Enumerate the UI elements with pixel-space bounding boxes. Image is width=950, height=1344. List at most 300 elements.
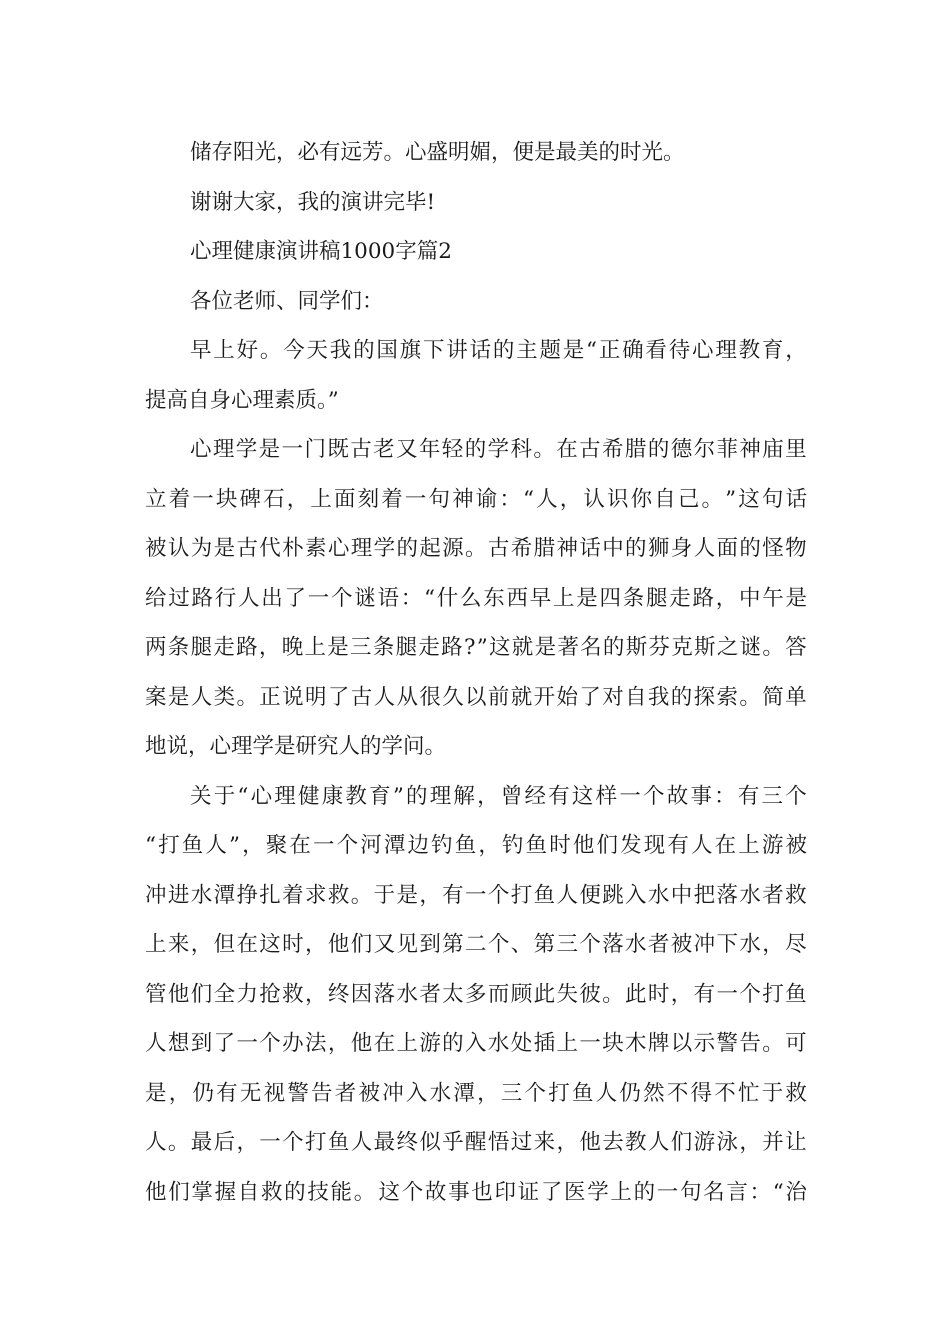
paragraph-psychology — [145, 425, 807, 772]
glyph: 救 — [785, 1080, 807, 1106]
glyph: 彼 — [579, 981, 601, 1007]
glyph: 插 — [533, 1031, 556, 1056]
glyph: 话 — [469, 338, 492, 363]
glyph: ： — [400, 585, 423, 611]
paragraph-story — [145, 772, 807, 1218]
glyph: 狮 — [647, 536, 670, 561]
glyph: 第 — [533, 932, 556, 957]
glyph: 谕 — [475, 486, 498, 512]
glyph: 于 — [373, 882, 396, 908]
glyph: 时 — [549, 833, 571, 858]
glyph: 乎 — [442, 1130, 464, 1155]
glyph: 人 — [595, 1080, 618, 1106]
glyph: 条 — [372, 635, 395, 660]
glyph: 求 — [305, 882, 327, 908]
glyph: 一 — [656, 1179, 679, 1205]
glyph: 这 — [738, 486, 760, 512]
glyph: 管 — [145, 981, 167, 1007]
glyph: 们 — [670, 1130, 693, 1155]
glyph: 仍 — [619, 1080, 641, 1106]
glyph: 言 — [726, 1179, 748, 1205]
glyph: 在 — [289, 833, 311, 858]
paragraph-line — [145, 524, 807, 574]
glyph: 三 — [500, 1080, 523, 1106]
paragraph-line — [145, 1118, 807, 1168]
glyph: 过 — [510, 1130, 533, 1155]
glyph: 因 — [350, 981, 373, 1007]
glyph: 警 — [716, 1031, 738, 1056]
glyph: ， — [305, 981, 327, 1007]
glyph: 们 — [190, 981, 213, 1007]
glyph: 把 — [693, 882, 716, 908]
glyph: 于 — [761, 1080, 784, 1106]
glyph: 个 — [524, 1080, 547, 1106]
glyph: 在 — [236, 932, 258, 957]
glyph: 德 — [670, 437, 693, 462]
glyph: 下 — [716, 932, 738, 957]
glyph: 握 — [214, 1179, 237, 1205]
glyph: ， — [258, 635, 281, 660]
glyph: ， — [190, 932, 213, 957]
glyph: 这 — [378, 1179, 401, 1205]
glyph: ， — [785, 338, 807, 363]
glyph: 克 — [671, 635, 693, 660]
glyph: 泳 — [716, 1130, 738, 1155]
glyph: 有 — [548, 783, 570, 809]
glyph: 三 — [761, 783, 784, 809]
glyph: 斯 — [625, 635, 648, 660]
glyph: 主 — [516, 338, 538, 363]
glyph: 水 — [739, 932, 761, 957]
glyph: 给 — [145, 585, 167, 611]
glyph: 一 — [259, 1130, 281, 1155]
glyph: 中 — [670, 882, 693, 908]
glyph: 视 — [263, 1080, 286, 1106]
glyph: 力 — [236, 981, 258, 1007]
glyph: 走 — [213, 635, 235, 660]
glyph: 到 — [190, 1031, 213, 1056]
glyph: 学 — [373, 536, 396, 561]
glyph: 两 — [145, 635, 167, 660]
glyph: 技 — [307, 1179, 329, 1205]
glyph: 石 — [263, 486, 285, 512]
glyph: 自 — [625, 684, 647, 710]
glyph: 理 — [350, 536, 373, 561]
glyph: 教 — [625, 1130, 647, 1155]
glyph: 他 — [579, 1130, 601, 1155]
glyph: 始 — [556, 684, 578, 710]
glyph: 去 — [602, 1130, 624, 1155]
paragraph-line — [145, 1168, 807, 1218]
glyph: 救 — [785, 882, 807, 908]
glyph: 碑 — [239, 486, 262, 512]
glyph: 事 — [690, 783, 712, 809]
glyph: 鱼 — [327, 1130, 350, 1155]
paragraph-line — [145, 475, 807, 525]
glyph: 能 — [330, 1179, 353, 1205]
glyph: 现 — [643, 833, 666, 858]
glyph: 中 — [602, 536, 624, 561]
paragraph-line — [145, 673, 807, 723]
glyph: 古 — [236, 536, 258, 561]
glyph: ， — [739, 1130, 761, 1155]
glyph: 不 — [666, 1080, 689, 1106]
glyph: 的 — [396, 536, 418, 561]
glyph: 朴 — [282, 536, 304, 561]
glyph: 时 — [282, 932, 304, 957]
glyph: 面 — [334, 486, 356, 512]
glyph: 跳 — [602, 882, 624, 908]
glyph: 行 — [214, 585, 237, 611]
glyph: 掌 — [191, 1179, 213, 1205]
glyph: 个 — [259, 1031, 281, 1056]
glyph: 失 — [556, 981, 578, 1007]
glyph: 医 — [564, 1179, 586, 1205]
glyph: 经 — [524, 783, 547, 809]
glyph: 冲 — [693, 932, 716, 957]
glyph: 游 — [693, 1130, 716, 1155]
glyph: 尔 — [693, 437, 716, 462]
glyph: 一 — [404, 486, 427, 512]
glyph: ， — [762, 932, 784, 957]
glyph: 落 — [716, 882, 738, 908]
glyph: 太 — [442, 981, 464, 1007]
glyph: 这 — [259, 932, 281, 957]
glyph: 。 — [533, 437, 555, 462]
paragraph-line — [145, 623, 807, 673]
glyph: 冲 — [145, 882, 167, 908]
glyph: 了 — [327, 684, 350, 710]
glyph: 科 — [510, 437, 532, 462]
glyph: ， — [327, 1031, 350, 1056]
glyph: 神 — [452, 486, 474, 512]
glyph: ， — [236, 1130, 258, 1155]
glyph: 牌 — [647, 1031, 670, 1056]
glyph: 物 — [785, 536, 807, 561]
glyph: 人 — [350, 1130, 373, 1155]
glyph: 话 — [785, 486, 807, 512]
glyph: 鱼 — [181, 833, 204, 858]
glyph: 无 — [239, 1080, 262, 1106]
glyph: 得 — [690, 1080, 713, 1106]
glyph: 终 — [396, 1130, 418, 1155]
glyph: 我 — [329, 338, 352, 363]
glyph: 、 — [510, 932, 533, 957]
glyph: 。 — [236, 684, 258, 710]
glyph: 素 — [305, 536, 327, 561]
glyph: 了 — [213, 1031, 236, 1056]
glyph: “ — [424, 585, 435, 611]
glyph: 人 — [205, 833, 227, 858]
glyph: 门 — [304, 437, 326, 462]
glyph: 水 — [396, 981, 418, 1007]
glyph: 被 — [358, 1080, 380, 1106]
glyph: 上 — [396, 1031, 418, 1056]
glyph: 腊 — [624, 437, 647, 462]
glyph: 告 — [311, 1080, 333, 1106]
glyph: 理 — [212, 437, 235, 462]
glyph: 以 — [670, 1031, 693, 1056]
glyph: 立 — [145, 486, 167, 512]
paragraph-greeting — [145, 326, 807, 425]
glyph: 过 — [168, 585, 190, 611]
glyph: 潭 — [453, 1080, 475, 1106]
glyph: 抢 — [259, 981, 281, 1007]
glyph: 扎 — [259, 882, 281, 908]
glyph: 也 — [471, 1179, 493, 1205]
glyph: 神 — [556, 536, 578, 561]
glyph: 的 — [670, 684, 693, 710]
glyph: 被 — [145, 536, 167, 561]
glyph: 话 — [579, 536, 601, 561]
glyph: 落 — [602, 932, 624, 957]
glyph: 久 — [442, 684, 464, 710]
glyph: 一 — [312, 833, 335, 858]
document-body — [145, 128, 807, 1217]
glyph: 识 — [606, 486, 629, 512]
glyph: 钓 — [501, 833, 524, 858]
glyph: 他 — [145, 1179, 167, 1205]
thanks-line: 谢谢大家，我的演讲完毕! — [190, 189, 436, 215]
glyph: 。 — [350, 882, 373, 908]
glyph: 着 — [282, 882, 304, 908]
glyph: 办 — [282, 1031, 304, 1056]
glyph: 古 — [350, 684, 373, 710]
glyph: 上 — [552, 585, 575, 611]
glyph: 钓 — [431, 833, 453, 858]
glyph: ， — [477, 783, 499, 809]
glyph: 希 — [602, 437, 624, 462]
glyph: 好 — [236, 338, 259, 363]
glyph: 者 — [647, 932, 670, 957]
glyph: 水 — [739, 882, 761, 908]
glyph: 是 — [562, 338, 585, 363]
glyph: 是 — [396, 882, 418, 908]
glyph: 名 — [703, 1179, 725, 1205]
glyph: 悟 — [487, 1130, 510, 1155]
glyph: 的 — [464, 437, 487, 462]
glyph: 理 — [429, 783, 452, 809]
glyph: 菲 — [716, 437, 738, 462]
glyph: 个 — [643, 783, 665, 809]
salutation: 各位老师、同学们： — [190, 288, 384, 314]
glyph: 句 — [428, 486, 451, 512]
glyph: 。 — [701, 486, 723, 512]
glyph: 又 — [373, 932, 396, 957]
glyph: 句 — [679, 1179, 702, 1205]
glyph: 们 — [596, 833, 618, 858]
glyph: ， — [419, 882, 441, 908]
glyph: 起 — [419, 536, 441, 561]
glyph: 有 — [442, 882, 464, 908]
glyph: 说 — [282, 684, 304, 710]
glyph: 腿 — [190, 635, 213, 660]
glyph: 待 — [668, 338, 691, 363]
glyph: 人 — [690, 833, 713, 858]
glyph: 句 — [761, 486, 784, 512]
glyph: 法 — [305, 1031, 327, 1056]
glyph: 潭 — [383, 833, 406, 858]
glyph: 而 — [487, 981, 510, 1007]
glyph: 开 — [533, 684, 556, 710]
glyph: ， — [715, 585, 738, 611]
glyph: 想 — [167, 1031, 190, 1056]
glyph: 有 — [216, 1080, 238, 1106]
glyph: 旗 — [399, 338, 422, 363]
glyph: 救 — [282, 981, 304, 1007]
glyph: 什 — [436, 585, 459, 611]
glyph: 者 — [419, 981, 441, 1007]
glyph: ” — [392, 783, 404, 809]
glyph: 上 — [145, 932, 167, 957]
glyph: ， — [478, 833, 500, 858]
glyph: 讲 — [446, 338, 468, 363]
glyph: 一 — [465, 882, 487, 908]
glyph: 午 — [762, 585, 784, 611]
glyph: 谜 — [739, 635, 762, 660]
glyph: 于 — [213, 783, 236, 809]
glyph: 便 — [579, 882, 601, 908]
glyph: 走 — [418, 635, 440, 660]
glyph: ” — [228, 833, 240, 858]
glyph: 们 — [168, 1179, 190, 1205]
closing-sentence: 储存阳光，必有远芳。心盛明媚，便是最美的时光。 — [190, 140, 685, 165]
glyph: 是 — [785, 585, 807, 611]
glyph: 庙 — [762, 437, 784, 462]
glyph: 示 — [693, 1031, 716, 1056]
glyph: ， — [242, 833, 264, 858]
glyph: 证 — [517, 1179, 540, 1205]
glyph: 刻 — [357, 486, 380, 512]
glyph: 面 — [716, 536, 738, 561]
glyph: 类 — [213, 684, 236, 710]
glyph: 自 — [654, 486, 676, 512]
glyph: 印 — [494, 1179, 516, 1205]
glyph: 有 — [737, 783, 760, 809]
glyph: 语 — [377, 585, 400, 611]
glyph: 但 — [213, 932, 236, 957]
glyph: 他 — [572, 833, 595, 858]
glyph: 了 — [540, 1179, 563, 1205]
glyph: 心 — [327, 536, 350, 561]
glyph: 这 — [571, 783, 594, 809]
glyph: 里 — [785, 437, 807, 462]
glyph: 。 — [762, 1031, 784, 1056]
glyph: 一 — [307, 585, 330, 611]
glyph: 打 — [158, 833, 180, 858]
glyph: 在 — [714, 833, 737, 858]
glyph: 治 — [785, 1179, 807, 1205]
glyph: 个 — [579, 932, 601, 957]
glyph: 终 — [327, 981, 350, 1007]
glyph: 被 — [670, 932, 693, 957]
glyph: 解 — [453, 783, 475, 809]
glyph: 多 — [465, 981, 487, 1007]
glyph: 单 — [785, 684, 807, 710]
glyph: 进 — [167, 882, 190, 908]
glyph: 有 — [693, 981, 716, 1007]
glyph: 名 — [580, 635, 602, 660]
glyph: 们 — [350, 932, 373, 957]
glyph: 尽 — [785, 932, 807, 957]
glyph: 的 — [625, 536, 647, 561]
glyph: 上 — [310, 486, 332, 512]
glyph: “ — [772, 1179, 784, 1205]
glyph: 。 — [167, 1130, 190, 1155]
glyph: 教 — [738, 338, 761, 363]
glyph: 是 — [258, 437, 281, 462]
glyph: 前 — [487, 684, 510, 710]
glyph: 入 — [405, 1080, 428, 1106]
glyph: 的 — [442, 1031, 464, 1056]
glyph: 人 — [647, 1130, 670, 1155]
glyph: 神 — [739, 437, 761, 462]
paragraph-line — [145, 821, 807, 871]
glyph: 人 — [190, 684, 213, 710]
paragraph-line — [145, 871, 807, 921]
glyph: 就 — [511, 635, 534, 660]
glyph: 理 — [274, 783, 296, 809]
glyph: 国 — [376, 338, 398, 363]
glyph: 个 — [739, 981, 761, 1007]
glyph: 故 — [666, 783, 689, 809]
glyph: 故 — [424, 1179, 447, 1205]
glyph: 仍 — [192, 1080, 214, 1106]
glyph: 关 — [190, 783, 212, 809]
glyph: 潭 — [213, 882, 236, 908]
glyph: 是 — [167, 684, 190, 710]
glyph: 案 — [145, 684, 167, 710]
paragraph-line — [145, 772, 807, 822]
glyph: 是 — [145, 1080, 167, 1106]
glyph: 康 — [321, 783, 344, 809]
glyph: ： — [714, 783, 736, 809]
glyph: 的 — [633, 1179, 656, 1205]
glyph: 有 — [667, 833, 689, 858]
glyph: 育 — [761, 338, 784, 363]
glyph: 发 — [620, 833, 642, 858]
glyph: 从 — [396, 684, 418, 710]
glyph: 。 — [259, 338, 282, 363]
glyph: ， — [559, 486, 582, 512]
glyph: 学 — [235, 437, 258, 462]
paragraph-line — [145, 425, 807, 475]
glyph: 你 — [630, 486, 653, 512]
glyph: 希 — [510, 536, 533, 561]
glyph: 人 — [373, 684, 396, 710]
glyph: 学 — [487, 437, 510, 462]
glyph: 救 — [327, 882, 350, 908]
glyph: 来 — [167, 932, 190, 957]
glyph: 块 — [602, 1031, 624, 1056]
paragraph-line — [145, 1019, 807, 1069]
glyph: 者 — [334, 1080, 357, 1106]
glyph: 路 — [236, 635, 258, 660]
glyph: 今 — [283, 338, 305, 363]
glyph: 四 — [599, 585, 621, 611]
glyph: 他 — [327, 932, 350, 957]
glyph: 又 — [396, 437, 418, 462]
glyph: “ — [586, 338, 598, 363]
paragraph-line — [145, 920, 807, 970]
glyph: 到 — [419, 932, 441, 957]
glyph: ” — [725, 486, 737, 512]
glyph: 打 — [510, 882, 533, 908]
glyph: 时 — [647, 981, 670, 1007]
glyph: 上 — [556, 1031, 578, 1056]
paragraph-line — [145, 970, 807, 1020]
glyph: 一 — [579, 1031, 601, 1056]
